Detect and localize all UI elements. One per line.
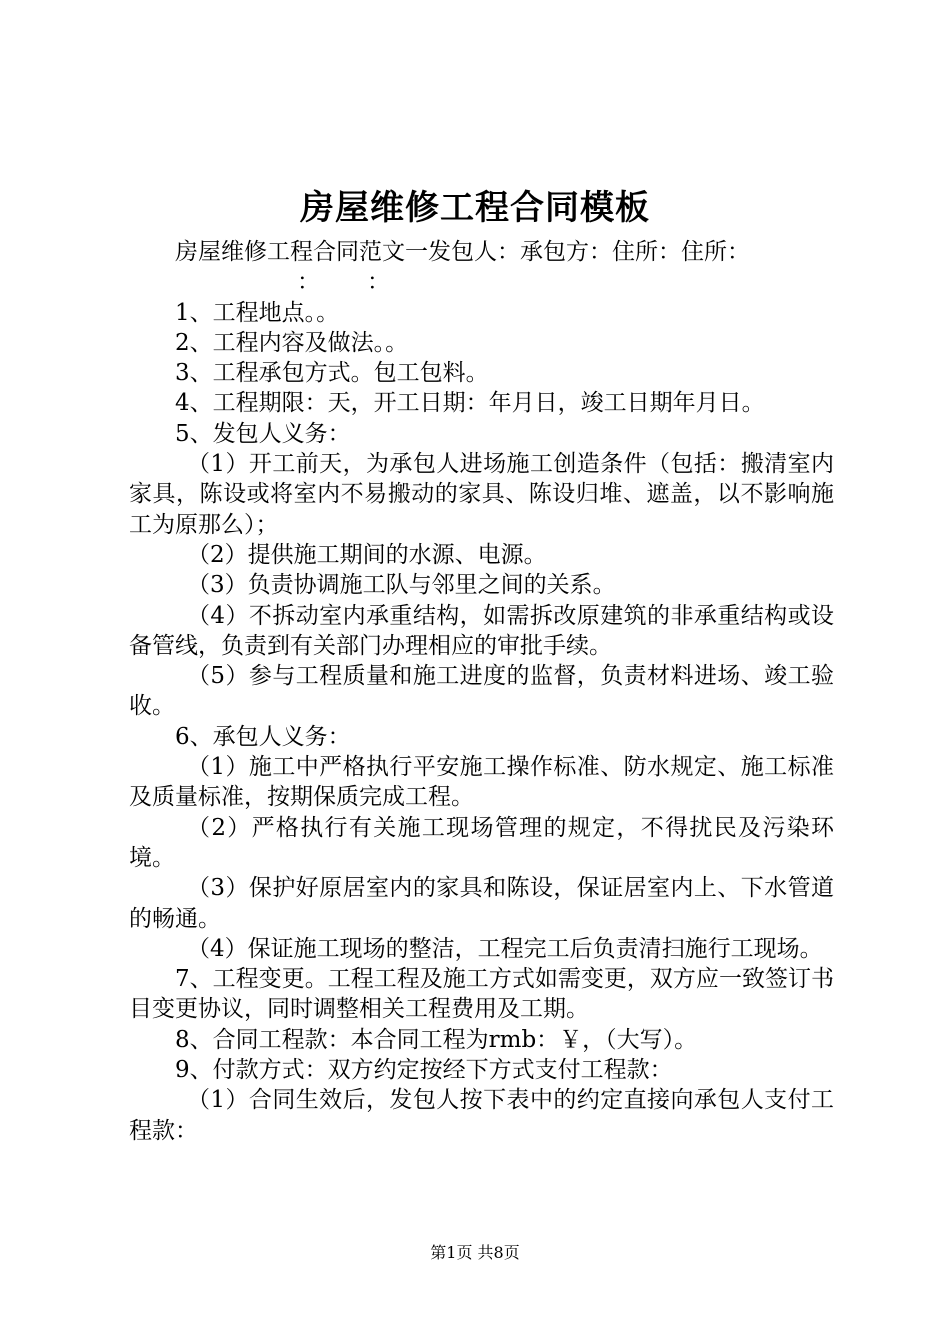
clause-paragraph: 2、工程内容及做法。。: [175, 329, 409, 356]
clause-paragraph: 3、工程承包方式。包工包料。: [175, 360, 489, 387]
sub-clause-paragraph: （1）开工前天，为承包人进场施工创造条件（包括：搬清室内家具，陈设或将室内不易搬动的家具、陈设归堆、遮盖，以不影响施工为原那么）；: [129, 451, 834, 538]
clause-paragraph: 6、承包人义务：: [175, 723, 351, 750]
clause-paragraph: 4、工程期限：天，开工日期：年月日，竣工日期年月日。: [175, 390, 765, 417]
clause-paragraph: 7、工程变更。工程工程及施工方式如需变更，双方应一致签订书目变更协议，同时调整相关工程费用及工期。: [129, 966, 834, 1023]
sub-clause-paragraph: （4）不拆动室内承重结构，如需拆改原建筑的非承重结构或设备管线，负责到有关部门办理相应的审批手续。: [129, 602, 834, 659]
clause-paragraph: 9、付款方式：双方约定按经下方式支付工程款：: [175, 1057, 673, 1084]
sub-clause-paragraph: （3）保护好原居室内的家具和陈设，保证居室内上、下水管道的畅通。: [129, 875, 834, 932]
sub-clause-paragraph: （4）保证施工现场的整洁，工程完工后负责清扫施行工现场。: [187, 935, 823, 962]
clause-paragraph: 1、工程地点。。: [175, 299, 340, 326]
sub-clause-paragraph: （5）参与工程质量和施工进度的监督，负责材料进场、竣工验收。: [129, 663, 834, 720]
document-body: [129, 237, 834, 1146]
clause-paragraph: 5、发包人义务：: [175, 420, 351, 447]
colon-mark: ：: [297, 269, 320, 296]
page-footer: 第1页 共8页: [430, 1243, 520, 1262]
sub-clause-paragraph: （2）提供施工期间的水源、电源。: [187, 541, 547, 568]
sub-clause-paragraph: （2）严格执行有关施工现场管理的规定，不得扰民及污染环境。: [129, 814, 834, 871]
clause-paragraph: 8、合同工程款：本合同工程为rmb：￥，（大写）。: [175, 1026, 698, 1053]
sub-clause-paragraph: （1）施工中严格执行平安施工操作标准、防水规定、施工标准及质量标准，按期保质完成工程。: [129, 754, 834, 811]
colon-mark: ：: [367, 269, 390, 296]
colon-line: [129, 267, 834, 297]
sub-clause-paragraph: （3）负责协调施工队与邻里之间的关系。: [187, 572, 616, 599]
sub-clause-paragraph: （1）合同生效后，发包人按下表中的约定直接向承包人支付工程款：: [129, 1087, 834, 1144]
intro-paragraph: 房屋维修工程合同范文一发包人：承包方：住所：住所：: [175, 239, 750, 265]
page-title: 房屋维修工程合同模板: [300, 188, 650, 228]
